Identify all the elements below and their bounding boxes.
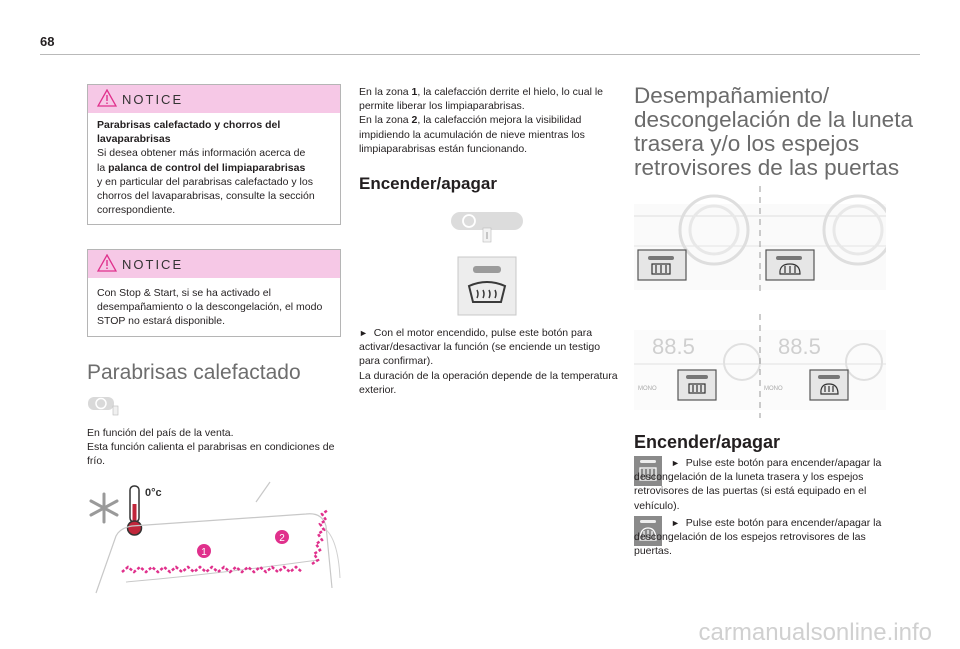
zone-number: 1 [411,86,418,98]
display-readout-left: 88.5 [652,334,695,359]
thermometer-icon [128,486,142,535]
notice-line: Si desea obtener más información acerca de [97,147,306,160]
text-fragment: En la zona [359,114,412,127]
text-fragment: , la calefacción derrite el hielo, lo cual le permite liberar los limpiaparabrisas. [359,86,603,113]
bullet-text: Pulse este botón para encender/apagar la descongelación de la luneta trasera y los espejos retrovisores de las puertas (si está equipado en el vehículo). [634,457,882,512]
notice-bold-title: Parabrisas calefactado y chorros del lavaparabrisas [97,119,281,146]
paragraph: Esta función calienta el parabrisas en condiciones de frío. [87,441,335,468]
section-heading-on-off-rear: Encender/apagar [634,432,781,452]
on-off-instructions [359,326,621,397]
notice-text: Con Stop & Start, si se ha activado el desempañamiento o la descongelación, el modo STOP no estará disponible. [97,287,323,328]
warning-icon [97,254,117,272]
notice-title: NOTICE [122,92,184,107]
notice-title: NOTICE [122,257,184,272]
zone-explanation-text [359,85,621,156]
watermark: carmanualsonline.info [698,619,932,646]
paragraph: La duración de la operación depende de la temperatura exterior. [359,369,618,396]
mirror-defrost-instruction [634,516,896,559]
warning-icon [97,89,117,107]
bullet-arrow-icon: ► [671,458,680,468]
display-readout-right: 88.5 [778,334,821,359]
heated-windscreen-illustration [86,478,342,598]
svg-text:2: 2 [279,533,285,544]
heading-line: Desempañamiento/ [634,83,830,108]
notice-header [88,85,340,113]
bullet-arrow-icon: ► [671,518,680,528]
temperature-label: 0°c [145,487,162,499]
zone-number: 2 [411,114,418,127]
climate-panel-illustration-dials [634,186,886,296]
svg-text:1: 1 [201,547,207,558]
section-heading-on-off: Encender/apagar [359,174,497,193]
bullet-text: Con el motor encendido, pulse este botón para activar/desactivar la función (se enciende un testigo para confirmar). [359,327,601,368]
country-option-icon [86,394,120,416]
section-heading-heated-windscreen: Parabrisas calefactado [87,361,301,384]
paragraph: En función del país de la venta. [87,427,234,439]
page-number: 68 [40,34,55,49]
notice-line: y en particular del parabrisas calefactado y los chorros del lavaparabrisas, consulte la sección correspondiente. [97,175,315,217]
heading-line: trasera y/o los espejos [634,131,860,156]
country-option-icon [449,208,525,244]
heating-zone-1 [122,567,302,572]
heated-windscreen-text [87,426,347,469]
notice-box-stop-start [87,249,341,337]
mono-label: MONO [764,386,783,392]
bullet-text: Pulse este botón para encender/apagar la descongelación de los espejos retrovisores de las puertas. [634,517,882,558]
snowflake-icon [91,494,117,522]
notice-header [88,250,340,278]
notice-link-bold: palanca de control del limpiaparabrisas [108,161,306,174]
heated-windscreen-button-icon [457,256,517,316]
heading-line: retrovisores de las puertas [634,155,900,180]
header-divider [40,54,920,55]
section-heading-demisting [634,84,934,180]
notice-body [88,113,340,224]
notice-body [88,278,340,336]
climate-panel-illustration-display [634,314,886,418]
heating-zone-2 [312,510,328,564]
mono-label: MONO [638,386,657,392]
text-fragment: En la zona [359,86,412,98]
text-fragment: , la calefacción mejora la visibilidad impidiendo la acumulación de nieve mientras los limpiaparabrisas están funcionando. [359,114,585,155]
notice-box-windscreen [87,84,341,225]
rear-defrost-instruction [634,456,896,513]
notice-line-pre: la [97,161,109,174]
heading-line: descongelación de la luneta [634,107,913,132]
bullet-arrow-icon: ► [359,328,368,338]
